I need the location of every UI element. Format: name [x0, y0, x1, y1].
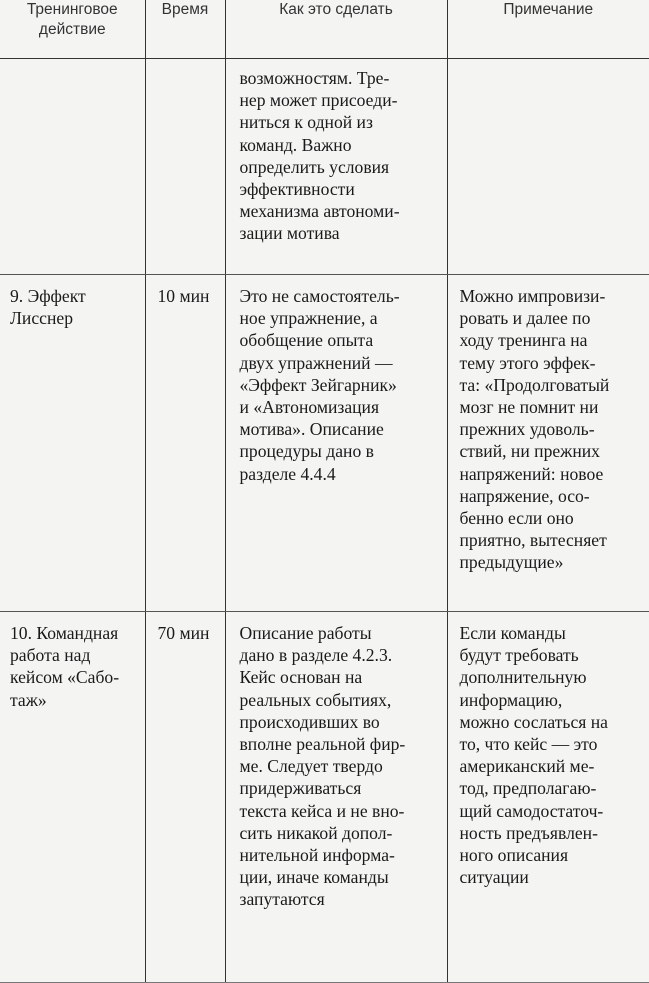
- cell-action: 9. Эффект Лисснер: [0, 275, 145, 612]
- header-note: Примечание: [447, 0, 649, 59]
- table-row: [0, 612, 649, 983]
- header-action: Тренинговое действие: [0, 0, 145, 59]
- cell-action: [0, 59, 145, 275]
- cell-how: Описание работы дано в разделе 4.2.3. Кейс основан на реальных событиях, происходивших во вполне реальной фир- ме. Следует твердо придерживаться текста кейса и не вно- сить никакой допол- нительной информа- ции, иначе команды запутаются: [225, 612, 447, 983]
- header-time: Время: [145, 0, 225, 59]
- cell-time: 70 мин: [145, 612, 225, 983]
- cell-action: 10. Командная работа над кейсом «Сабо- таж»: [0, 612, 145, 983]
- cell-note: Можно импровизи- ровать и далее по ходу тренинга на тему этого эффек- та: «Продолговатый мозг не помнит ни прежних удоволь- ствий, ни прежних напряжений: новое напряжение, осо- бенно если оно приятно, вытесняет предыдущие»: [447, 275, 649, 612]
- cell-how: Это не самостоятель- ное упражнение, а обобщение опыта двух упражнений — «Эффект Зейгарник» и «Автономизация мотива». Описание процедуры дано в разделе 4.4.4: [225, 275, 447, 612]
- cell-how: возможностям. Тре- нер может присоеди- ниться к одной из команд. Важно определить условия эффективности механизма автономи- зации мотива: [225, 59, 447, 275]
- cell-time: [145, 59, 225, 275]
- table-row: [0, 59, 649, 275]
- table-row: [0, 275, 649, 612]
- cell-note: Если команды будут требовать дополнительную информацию, можно сослаться на то, что кейс — это американский ме- тод, предполагаю- щий самодостаточ- ность предъявлен- ного описания ситуации: [447, 612, 649, 983]
- header-how: Как это сделать: [225, 0, 447, 59]
- table-header-row: [0, 0, 649, 59]
- cell-time: 10 мин: [145, 275, 225, 612]
- cell-note: [447, 59, 649, 275]
